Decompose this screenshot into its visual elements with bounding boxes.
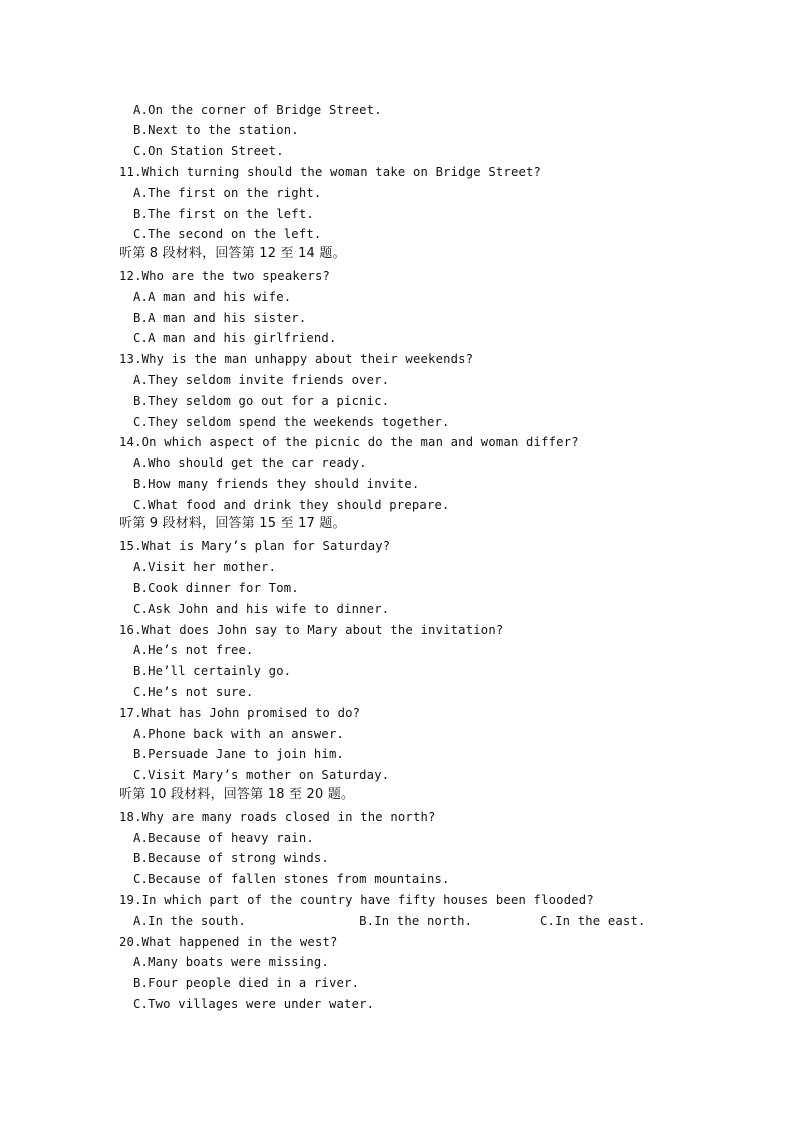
option-13c: C.They seldom spend the weekends together. <box>133 415 450 429</box>
question-15: 15.What is Mary’s plan for Saturday? <box>119 539 391 553</box>
question-14: 14.On which aspect of the picnic do the man and woman differ? <box>119 435 579 449</box>
option-13a: A.They seldom invite friends over. <box>133 373 390 387</box>
question-12: 12.Who are the two speakers? <box>119 269 331 283</box>
option-15a: A.Visit her mother. <box>133 560 277 574</box>
option-15c: C.Ask John and his wife to dinner. <box>133 602 390 616</box>
option-13b: B.They seldom go out for a picnic. <box>133 394 390 408</box>
option-16a: A.He’s not free. <box>133 643 254 657</box>
section-heading-10: 听第 10 段材料，回答第 18 至 20 题。 <box>119 787 355 802</box>
option-12a: A.A man and his wife. <box>133 290 292 304</box>
question-17: 17.What has John promised to do? <box>119 706 361 720</box>
option-14b: B.How many friends they should invite. <box>133 477 420 491</box>
options-19: A.In the south. B.In the north. C.In the east. <box>133 914 646 928</box>
option-10b: B.Next to the station. <box>133 123 299 137</box>
option-20c: C.Two villages were under water. <box>133 997 375 1011</box>
option-18c: C.Because of fallen stones from mountains. <box>133 872 450 886</box>
question-20: 20.What happened in the west? <box>119 935 338 949</box>
option-18b: B.Because of strong winds. <box>133 851 329 865</box>
option-10a: A.On the corner of Bridge Street. <box>133 103 382 117</box>
option-18a: A.Because of heavy rain. <box>133 831 314 845</box>
option-20a: A.Many boats were missing. <box>133 955 329 969</box>
option-17b: B.Persuade Jane to join him. <box>133 747 345 761</box>
option-10c: C.On Station Street. <box>133 144 284 158</box>
question-16: 16.What does John say to Mary about the invitation? <box>119 623 504 637</box>
question-19: 19.In which part of the country have fifty houses been flooded? <box>119 893 594 907</box>
question-18: 18.Why are many roads closed in the north? <box>119 810 436 824</box>
option-11b: B.The first on the left. <box>133 207 314 221</box>
option-14a: A.Who should get the car ready. <box>133 456 367 470</box>
question-13: 13.Why is the man unhappy about their weekends? <box>119 352 474 366</box>
question-11: 11.Which turning should the woman take on Bridge Street? <box>119 165 542 179</box>
option-11a: A.The first on the right. <box>133 186 322 200</box>
option-14c: C.What food and drink they should prepare. <box>133 498 450 512</box>
section-heading-9: 听第 9 段材料，回答第 15 至 17 题。 <box>119 516 346 531</box>
option-16b: B.He’ll certainly go. <box>133 664 292 678</box>
option-17a: A.Phone back with an answer. <box>133 727 345 741</box>
option-12c: C.A man and his girlfriend. <box>133 331 337 345</box>
option-12b: B.A man and his sister. <box>133 311 307 325</box>
option-11c: C.The second on the left. <box>133 227 322 241</box>
section-heading-8: 听第 8 段材料，回答第 12 至 14 题。 <box>119 246 346 261</box>
option-15b: B.Cook dinner for Tom. <box>133 581 299 595</box>
option-17c: C.Visit Mary’s mother on Saturday. <box>133 768 390 782</box>
option-20b: B.Four people died in a river. <box>133 976 360 990</box>
option-16c: C.He’s not sure. <box>133 685 254 699</box>
